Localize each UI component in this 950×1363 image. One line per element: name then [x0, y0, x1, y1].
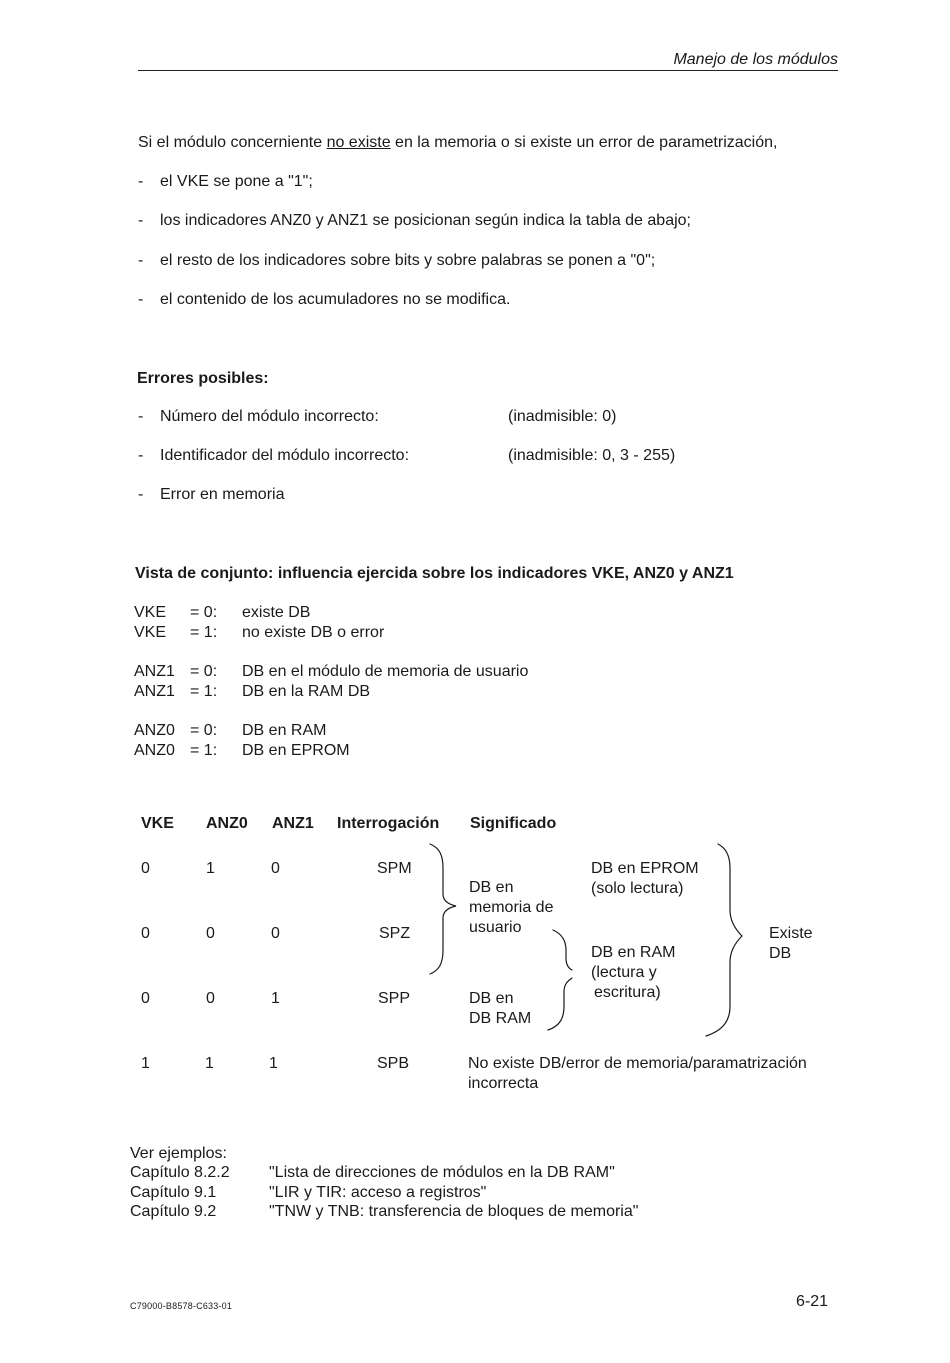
cell-anz0: 1: [205, 1055, 214, 1072]
meaning-eprom: (solo lectura): [591, 880, 684, 897]
meaning-user-memory: memoria de: [469, 899, 554, 916]
bullet-dash: -: [138, 408, 144, 425]
flag-meaning: DB en EPROM: [242, 742, 350, 759]
flag-name: VKE: [134, 624, 167, 641]
error-note: (inadmisible: 0): [508, 408, 617, 425]
flag-name: ANZ0: [134, 722, 175, 739]
footer-page-number: 6-21: [796, 1293, 829, 1310]
cell-anz0: 1: [206, 860, 215, 877]
brace-ram-lower: [548, 978, 572, 1030]
flag-value: = 1:: [190, 683, 218, 700]
flag-meaning: DB en RAM: [242, 722, 327, 739]
flag-value: = 0:: [190, 722, 218, 739]
cell-query: SPB: [377, 1055, 410, 1072]
flag-meaning: DB en la RAM DB: [242, 683, 371, 700]
error-label: Número del módulo incorrecto:: [160, 408, 379, 425]
meaning-no-db: incorrecta: [468, 1075, 539, 1092]
cell-vke: 0: [141, 990, 150, 1007]
meaning-user-memory: usuario: [469, 919, 522, 936]
flag-meaning: no existe DB o error: [242, 624, 385, 641]
cell-anz1: 0: [271, 860, 280, 877]
cell-anz1: 0: [271, 925, 280, 942]
cell-query: SPZ: [379, 925, 411, 942]
bullet-dash: -: [138, 252, 144, 269]
meaning-ram: escritura): [594, 984, 661, 1001]
meaning-ram: (lectura y: [591, 964, 657, 981]
example-title: "TNW y TNB: transferencia de bloques de memoria": [269, 1203, 639, 1220]
meaning-exists: DB: [769, 945, 792, 962]
flag-name: ANZ1: [134, 683, 175, 700]
meaning-exists: Existe: [769, 925, 813, 942]
bullet-dash: -: [138, 486, 144, 503]
cell-anz0: 0: [206, 990, 215, 1007]
intro-bullet: el contenido de los acumuladores no se modifica.: [160, 291, 511, 308]
meaning-user-memory: DB en: [469, 879, 514, 896]
intro-bullet: los indicadores ANZ0 y ANZ1 se posicionan según indica la tabla de abajo;: [160, 212, 691, 229]
bullet-dash: -: [138, 291, 144, 308]
table-header-anz1: ANZ1: [272, 815, 314, 832]
cell-query: SPM: [377, 860, 412, 877]
meaning-no-db: No existe DB/error de memoria/paramatrización: [468, 1055, 807, 1072]
flag-meaning: DB en el módulo de memoria de usuario: [242, 663, 529, 680]
meaning-db-ram: DB RAM: [469, 1010, 532, 1027]
flag-value: = 0:: [190, 663, 218, 680]
bullet-dash: -: [138, 173, 144, 190]
flag-name: VKE: [134, 604, 167, 621]
cell-query: SPP: [378, 990, 411, 1007]
brace-user-memory: [430, 844, 456, 974]
flag-name: ANZ1: [134, 663, 175, 680]
cell-anz1: 1: [271, 990, 280, 1007]
meaning-ram: DB en RAM: [591, 944, 676, 961]
errors-heading: Errores posibles:: [137, 370, 269, 387]
intro-text-after: en la memoria o si existe un error de parametrización,: [390, 134, 778, 151]
flag-value: = 1:: [190, 742, 218, 759]
bullet-dash: -: [138, 447, 144, 464]
example-chapter: Capítulo 8.2.2: [130, 1164, 230, 1181]
error-note: (inadmisible: 0, 3 - 255): [508, 447, 676, 464]
error-label: Identificador del módulo incorrecto:: [160, 447, 410, 464]
bullet-dash: -: [138, 212, 144, 229]
flag-value: = 1:: [190, 624, 218, 641]
cell-anz1: 1: [269, 1055, 278, 1072]
table-header-meaning: Significado: [470, 815, 557, 832]
intro-bullet: el resto de los indicadores sobre bits y sobre palabras se ponen a "0";: [160, 252, 656, 269]
meaning-db-ram: DB en: [469, 990, 514, 1007]
intro-underlined-text: no existe: [326, 134, 391, 151]
example-title: "Lista de direcciones de módulos en la DB RAM": [269, 1164, 615, 1181]
cell-vke: 0: [141, 860, 150, 877]
example-chapter: Capítulo 9.2: [130, 1203, 217, 1220]
examples-heading: Ver ejemplos:: [130, 1145, 227, 1162]
table-header-vke: VKE: [141, 815, 174, 832]
overview-heading: Vista de conjunto: influencia ejercida sobre los indicadores VKE, ANZ0 y ANZ1: [135, 565, 734, 582]
running-header: Manejo de los módulos: [673, 51, 838, 68]
flag-value: = 0:: [190, 604, 218, 621]
cell-anz0: 0: [206, 925, 215, 942]
cell-vke: 1: [141, 1055, 150, 1072]
brace-ram-upper: [553, 930, 572, 970]
table-header-query: Interrogación: [337, 815, 440, 832]
brace-exists: [706, 844, 742, 1036]
table-header-anz0: ANZ0: [206, 815, 248, 832]
error-label: Error en memoria: [160, 486, 285, 503]
intro-bullet: el VKE se pone a "1";: [160, 173, 313, 190]
flag-name: ANZ0: [134, 742, 175, 759]
footer-doc-code: C79000-B8578-C633-01: [130, 1301, 233, 1311]
meaning-eprom: DB en EPROM: [591, 860, 699, 877]
example-chapter: Capítulo 9.1: [130, 1184, 217, 1201]
flag-meaning: existe DB: [242, 604, 311, 621]
example-title: "LIR y TIR: acceso a registros": [269, 1184, 487, 1201]
intro-text-before: Si el módulo concerniente: [138, 134, 327, 151]
cell-vke: 0: [141, 925, 150, 942]
